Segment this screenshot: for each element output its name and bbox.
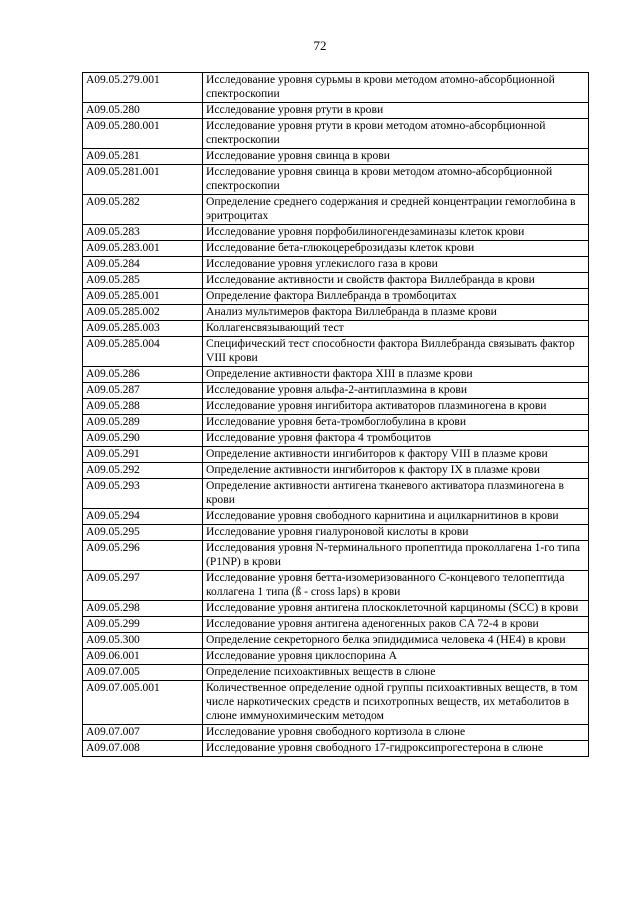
table-row: [83, 741, 589, 757]
service-code: A09.05.298: [83, 601, 203, 617]
table-row: [83, 273, 589, 289]
service-code: A09.05.279.001: [83, 73, 203, 103]
service-name: Определение активности ингибиторов к фактору VIII в плазме крови: [203, 447, 589, 463]
table-row: [83, 479, 589, 509]
table-row: [83, 257, 589, 273]
service-name: Исследование уровня бетта-изомеризованного С-концевого телопептида коллагена 1 типа (ß - cross laps) в крови: [203, 571, 589, 601]
service-code: A09.05.282: [83, 195, 203, 225]
service-code: A09.07.005: [83, 665, 203, 681]
service-name: Исследование уровня ртути в крови: [203, 103, 589, 119]
service-code: A09.05.291: [83, 447, 203, 463]
table-row: [83, 305, 589, 321]
service-code: A09.05.281: [83, 149, 203, 165]
services-table: [82, 72, 589, 757]
table-row: [83, 103, 589, 119]
table-row: [83, 463, 589, 479]
service-code: A09.05.281.001: [83, 165, 203, 195]
service-code: A09.05.300: [83, 633, 203, 649]
table-row: [83, 617, 589, 633]
table-row: [83, 165, 589, 195]
service-name: Определение среднего содержания и средней концентрации гемоглобина в эритроцитах: [203, 195, 589, 225]
service-code: A09.05.285.004: [83, 337, 203, 367]
service-code: A09.05.283: [83, 225, 203, 241]
table-row: [83, 447, 589, 463]
page-number: 72: [313, 38, 327, 53]
service-name: Исследование уровня свободного кортизола в слюне: [203, 725, 589, 741]
table-row: [83, 225, 589, 241]
table-row: [83, 367, 589, 383]
table-row: [83, 337, 589, 367]
table-row: [83, 241, 589, 257]
service-code: A09.07.005.001: [83, 681, 203, 725]
service-code: A09.05.288: [83, 399, 203, 415]
service-name: Исследование уровня бета-тромбоглобулина в крови: [203, 415, 589, 431]
service-code: A09.05.294: [83, 509, 203, 525]
service-name: Исследование уровня гиалуроновой кислоты в крови: [203, 525, 589, 541]
service-name: Исследование уровня альфа-2-антиплазмина в крови: [203, 383, 589, 399]
service-code: A09.05.284: [83, 257, 203, 273]
table-row: [83, 119, 589, 149]
table-row: [83, 525, 589, 541]
table-row: [83, 149, 589, 165]
table-row: [83, 725, 589, 741]
table-row: [83, 571, 589, 601]
table-row: [83, 509, 589, 525]
service-name: Исследование уровня свинца в крови: [203, 149, 589, 165]
service-code: A09.05.290: [83, 431, 203, 447]
service-code: A09.05.297: [83, 571, 203, 601]
service-name: Определение активности ингибиторов к фактору IX в плазме крови: [203, 463, 589, 479]
service-name: Исследование уровня фактора 4 тромбоцитов: [203, 431, 589, 447]
service-name: Определение секреторного белка эпидидимиса человека 4 (HE4) в крови: [203, 633, 589, 649]
service-code: A09.07.007: [83, 725, 203, 741]
service-name: Определение активности антигена тканевого активатора плазминогена в крови: [203, 479, 589, 509]
table-row: [83, 431, 589, 447]
service-code: A09.05.293: [83, 479, 203, 509]
service-name: Определение психоактивных веществ в слюне: [203, 665, 589, 681]
service-name: Исследование уровня ртути в крови методом атомно-абсорбционной спектроскопии: [203, 119, 589, 149]
table-row: [83, 321, 589, 337]
service-name: Исследование уровня углекислого газа в крови: [203, 257, 589, 273]
service-name: Количественное определение одной группы психоактивных веществ, в том числе наркотических средств и психотропных веществ, их метаболитов в слюне иммунохимическим методом: [203, 681, 589, 725]
table-row: [83, 195, 589, 225]
service-name: Исследование уровня свинца в крови методом атомно-абсорбционной спектроскопии: [203, 165, 589, 195]
table-row: [83, 415, 589, 431]
service-code: A09.05.285.003: [83, 321, 203, 337]
service-code: A09.07.008: [83, 741, 203, 757]
service-code: A09.05.280: [83, 103, 203, 119]
service-code: A09.05.295: [83, 525, 203, 541]
service-name: Исследование уровня свободного 17-гидроксипрогестерона в слюне: [203, 741, 589, 757]
table-row: [83, 73, 589, 103]
table-row: [83, 649, 589, 665]
service-name: Исследование уровня циклоспорина А: [203, 649, 589, 665]
service-code: A09.05.287: [83, 383, 203, 399]
service-code: A09.06.001: [83, 649, 203, 665]
service-name: Определение фактора Виллебранда в тромбоцитах: [203, 289, 589, 305]
service-name: Исследование активности и свойств фактора Виллебранда в крови: [203, 273, 589, 289]
service-name: Исследование уровня антигена плоскоклеточной карциномы (SCC) в крови: [203, 601, 589, 617]
service-code: A09.05.299: [83, 617, 203, 633]
service-code: A09.05.280.001: [83, 119, 203, 149]
service-name: Коллагенсвязывающий тест: [203, 321, 589, 337]
table-row: [83, 383, 589, 399]
service-code: A09.05.285: [83, 273, 203, 289]
service-code: A09.05.286: [83, 367, 203, 383]
service-name: Определение активности фактора XIII в плазме крови: [203, 367, 589, 383]
service-name: Исследование бета-глюкоцереброзидазы клеток крови: [203, 241, 589, 257]
table-row: [83, 289, 589, 305]
service-code: A09.05.283.001: [83, 241, 203, 257]
service-code: A09.05.285.001: [83, 289, 203, 305]
table-row: [83, 633, 589, 649]
service-name: Специфический тест способности фактора Виллебранда связывать фактор VIII крови: [203, 337, 589, 367]
service-name: Исследование уровня ингибитора активаторов плазминогена в крови: [203, 399, 589, 415]
table-row: [83, 601, 589, 617]
service-name: Исследование уровня сурьмы в крови методом атомно-абсорбционной спектроскопии: [203, 73, 589, 103]
table-row: [83, 681, 589, 725]
service-name: Исследование уровня антигена аденогенных раков CA 72-4 в крови: [203, 617, 589, 633]
service-code: A09.05.289: [83, 415, 203, 431]
service-name: Исследование уровня порфобилиногендезаминазы клеток крови: [203, 225, 589, 241]
table-row: [83, 665, 589, 681]
table-row: [83, 541, 589, 571]
service-name: Исследование уровня свободного карнитина и ацилкарнитинов в крови: [203, 509, 589, 525]
service-code: A09.05.296: [83, 541, 203, 571]
service-code: A09.05.292: [83, 463, 203, 479]
service-code: A09.05.285.002: [83, 305, 203, 321]
service-name: Анализ мультимеров фактора Виллебранда в плазме крови: [203, 305, 589, 321]
table-row: [83, 399, 589, 415]
services-table-body: [83, 73, 589, 757]
service-name: Исследования уровня N-терминального пропептида проколлагена 1-го типа (P1NP) в крови: [203, 541, 589, 571]
